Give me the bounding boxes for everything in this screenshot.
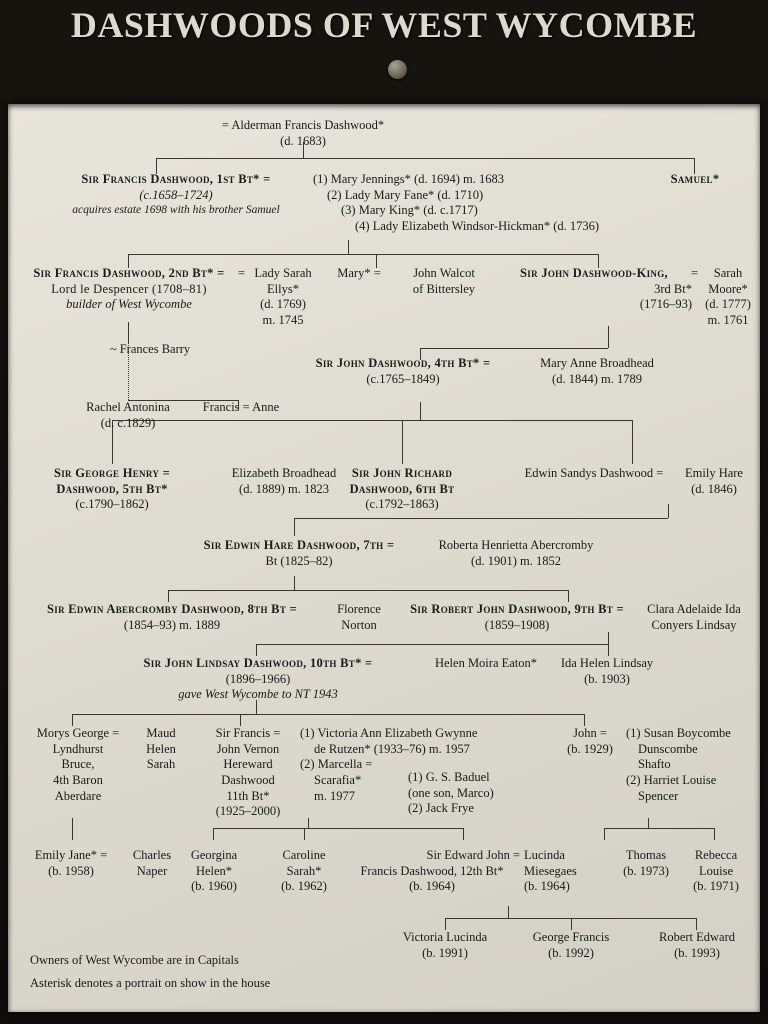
node-sarah-moore: Sarah Moore* (d. 1777) m. 1761 <box>705 266 751 327</box>
connector <box>72 714 584 715</box>
screw-icon <box>388 60 407 79</box>
node-edwin-sandys-dashwood: Edwin Sandys Dashwood = <box>524 466 664 480</box>
legend <box>30 949 270 997</box>
node-florence-norton: Florence Norton <box>337 602 381 632</box>
connector <box>213 828 214 840</box>
connector <box>568 590 569 602</box>
connector <box>608 326 609 348</box>
connector <box>72 714 73 726</box>
node-mary: Mary* = <box>337 266 381 280</box>
node-george-francis: George Francis (b. 1992) <box>532 930 610 960</box>
node-george-henry-5th-bt: Sir George Henry = Dashwood, 5th Bt* (c.1790–1862) <box>54 466 170 512</box>
node-wives-of-1st-bt: (1) Mary Jennings* (d. 1694) m. 1683 (2) Lady Mary Fane* (d. 1710) (3) Mary King* (d. c.1717) (4) Lady Elizabeth Windsor-Hickman* (d. 1736) <box>313 172 600 233</box>
connector <box>648 818 649 828</box>
family-tree-panel <box>8 104 760 1012</box>
node-samuel: Samuel* <box>670 172 720 186</box>
connector <box>256 644 257 656</box>
node-victoria-lucinda: Victoria Lucinda (b. 1991) <box>402 930 488 960</box>
node-caroline-sarah: Caroline Sarah* (b. 1962) <box>281 848 327 894</box>
node-georgina-helen: Georgina Helen* (b. 1960) <box>190 848 238 894</box>
node-francis-1st-bt: Sir Francis Dashwood, 1st Bt* = (c.1658–1724) acquires estate 1698 with his brother Samuel <box>72 172 280 217</box>
node-baduel-frye: (1) G. S. Baduel (one son, Marco) (2) Jack Frye <box>408 770 494 816</box>
node-clara-conyers-lindsay: Clara Adelaide Ida Conyers Lindsay <box>647 602 741 632</box>
node-francis-11th-bt: Sir Francis = John Vernon Hereward Dashwood 11th Bt* (1925–2000) <box>215 726 281 819</box>
legend-line-owners: Owners of West Wycombe are in Capitals <box>30 952 239 967</box>
node-elizabeth-broadhead: Elizabeth Broadhead (d. 1889) m. 1823 <box>231 466 337 496</box>
node-john-dashwood-king: Sir John Dashwood-King, 3rd Bt* (1716–93) <box>520 266 692 312</box>
connector <box>571 918 572 930</box>
connector <box>128 322 129 342</box>
node-roberta-abercromby: Roberta Henrietta Abercromby (d. 1901) m. 1852 <box>438 538 594 568</box>
node-edwin-abercromby-8th-bt: Sir Edwin Abercromby Dashwood, 8th Bt = (1854–93) m. 1889 <box>47 602 297 632</box>
connector <box>604 828 605 840</box>
connector <box>240 714 241 726</box>
node-john-1929: John = (b. 1929) <box>567 726 613 756</box>
connector <box>128 254 598 255</box>
node-emily-hare: Emily Hare (d. 1846) <box>685 466 743 496</box>
node-susan-shafto: (1) Susan Boycombe Dunscombe Shafto (2) Harriet Louise Spencer <box>626 726 731 803</box>
connector <box>72 818 73 840</box>
node-edwin-hare-7th-bt: Sir Edwin Hare Dashwood, 7th = Bt (1825–82) <box>203 538 395 568</box>
node-lady-sarah-ellys: Lady Sarah Ellys* (d. 1769) m. 1745 <box>254 266 312 327</box>
node-john-richard-6th-bt: Sir John Richard Dashwood, 6th Bt (c.1792–1863) <box>349 466 455 512</box>
node-rebecca-louise: Rebecca Louise (b. 1971) <box>693 848 739 894</box>
marriage-equals: = <box>238 266 246 280</box>
connector <box>696 918 697 930</box>
connector <box>608 644 609 656</box>
marriage-equals: = <box>691 266 699 280</box>
node-emily-jane: Emily Jane* = (b. 1958) <box>34 848 108 878</box>
connector <box>294 576 295 590</box>
legend-line-asterisk: Asterisk denotes a portrait on show in the house <box>30 976 271 991</box>
node-lucinda-miesegaes: Lucinda Miesegaes (b. 1964) <box>524 848 577 894</box>
node-rachel-antonina: Rachel Antonina (d. c.1829) <box>86 400 170 430</box>
node-charles-naper: Charles Naper <box>132 848 172 878</box>
connector <box>420 348 608 349</box>
connector <box>402 420 403 464</box>
node-robert-edward: Robert Edward (b. 1993) <box>658 930 736 960</box>
connector <box>308 818 309 828</box>
node-john-walcot: John Walcot of Bittersley <box>412 266 476 296</box>
connector <box>168 590 169 602</box>
connector <box>348 240 349 254</box>
node-frances-barry: ~ Frances Barry <box>109 342 191 356</box>
node-francis-2nd-bt: Sir Francis Dashwood, 2nd Bt* = Lord le Despencer (1708–81) builder of West Wycombe <box>33 266 225 312</box>
node-helen-moira-eaton: Helen Moira Eaton* <box>434 656 538 670</box>
node-alderman: = Alderman Francis Dashwood* (d. 1683) <box>221 118 385 148</box>
node-robert-john-9th-bt: Sir Robert John Dashwood, 9th Bt = (1859–1908) <box>410 602 624 632</box>
connector <box>294 518 668 519</box>
connector <box>608 632 609 644</box>
connector <box>213 828 463 829</box>
connector <box>714 828 715 840</box>
connector <box>604 828 714 829</box>
connector <box>294 518 295 536</box>
node-morys-george-bruce: Morys George = Lyndhurst Bruce, 4th Baron Aberdare <box>36 726 120 803</box>
node-mary-anne-broadhead: Mary Anne Broadhead (d. 1844) m. 1789 <box>540 356 654 386</box>
connector <box>420 402 421 420</box>
node-victoria-ann-de-rutzen: (1) Victoria Ann Elizabeth Gwynne de Rutzen* (1933–76) m. 1957 (2) Marcella = Scarafia* m. 1977 <box>300 726 478 803</box>
connector <box>508 906 509 918</box>
connector <box>168 590 568 591</box>
connector <box>156 158 694 159</box>
connector <box>463 828 464 840</box>
node-john-4th-bt: Sir John Dashwood, 4th Bt* = (c.1765–1849) <box>315 356 491 386</box>
connector <box>584 714 585 726</box>
node-john-lindsay-10th-bt: Sir John Lindsay Dashwood, 10th Bt* = (1896–1966) gave West Wycombe to NT 1943 <box>143 656 373 702</box>
connector <box>256 644 608 645</box>
page-title: DASHWOODS OF WEST WYCOMBE <box>70 5 698 45</box>
connector <box>445 918 446 930</box>
node-francis-anne: Francis = Anne <box>202 400 280 414</box>
node-thomas: Thomas (b. 1973) <box>623 848 669 878</box>
node-maud-helen-sarah: Maud Helen Sarah <box>146 726 176 772</box>
node-ida-helen-lindsay: Ida Helen Lindsay (b. 1903) <box>560 656 654 686</box>
connector <box>632 420 633 464</box>
node-edward-john-12th-bt: Sir Edward John = Francis Dashwood, 12th Bt* (b. 1964) <box>360 848 520 894</box>
connector <box>304 828 305 840</box>
connector <box>668 504 669 518</box>
